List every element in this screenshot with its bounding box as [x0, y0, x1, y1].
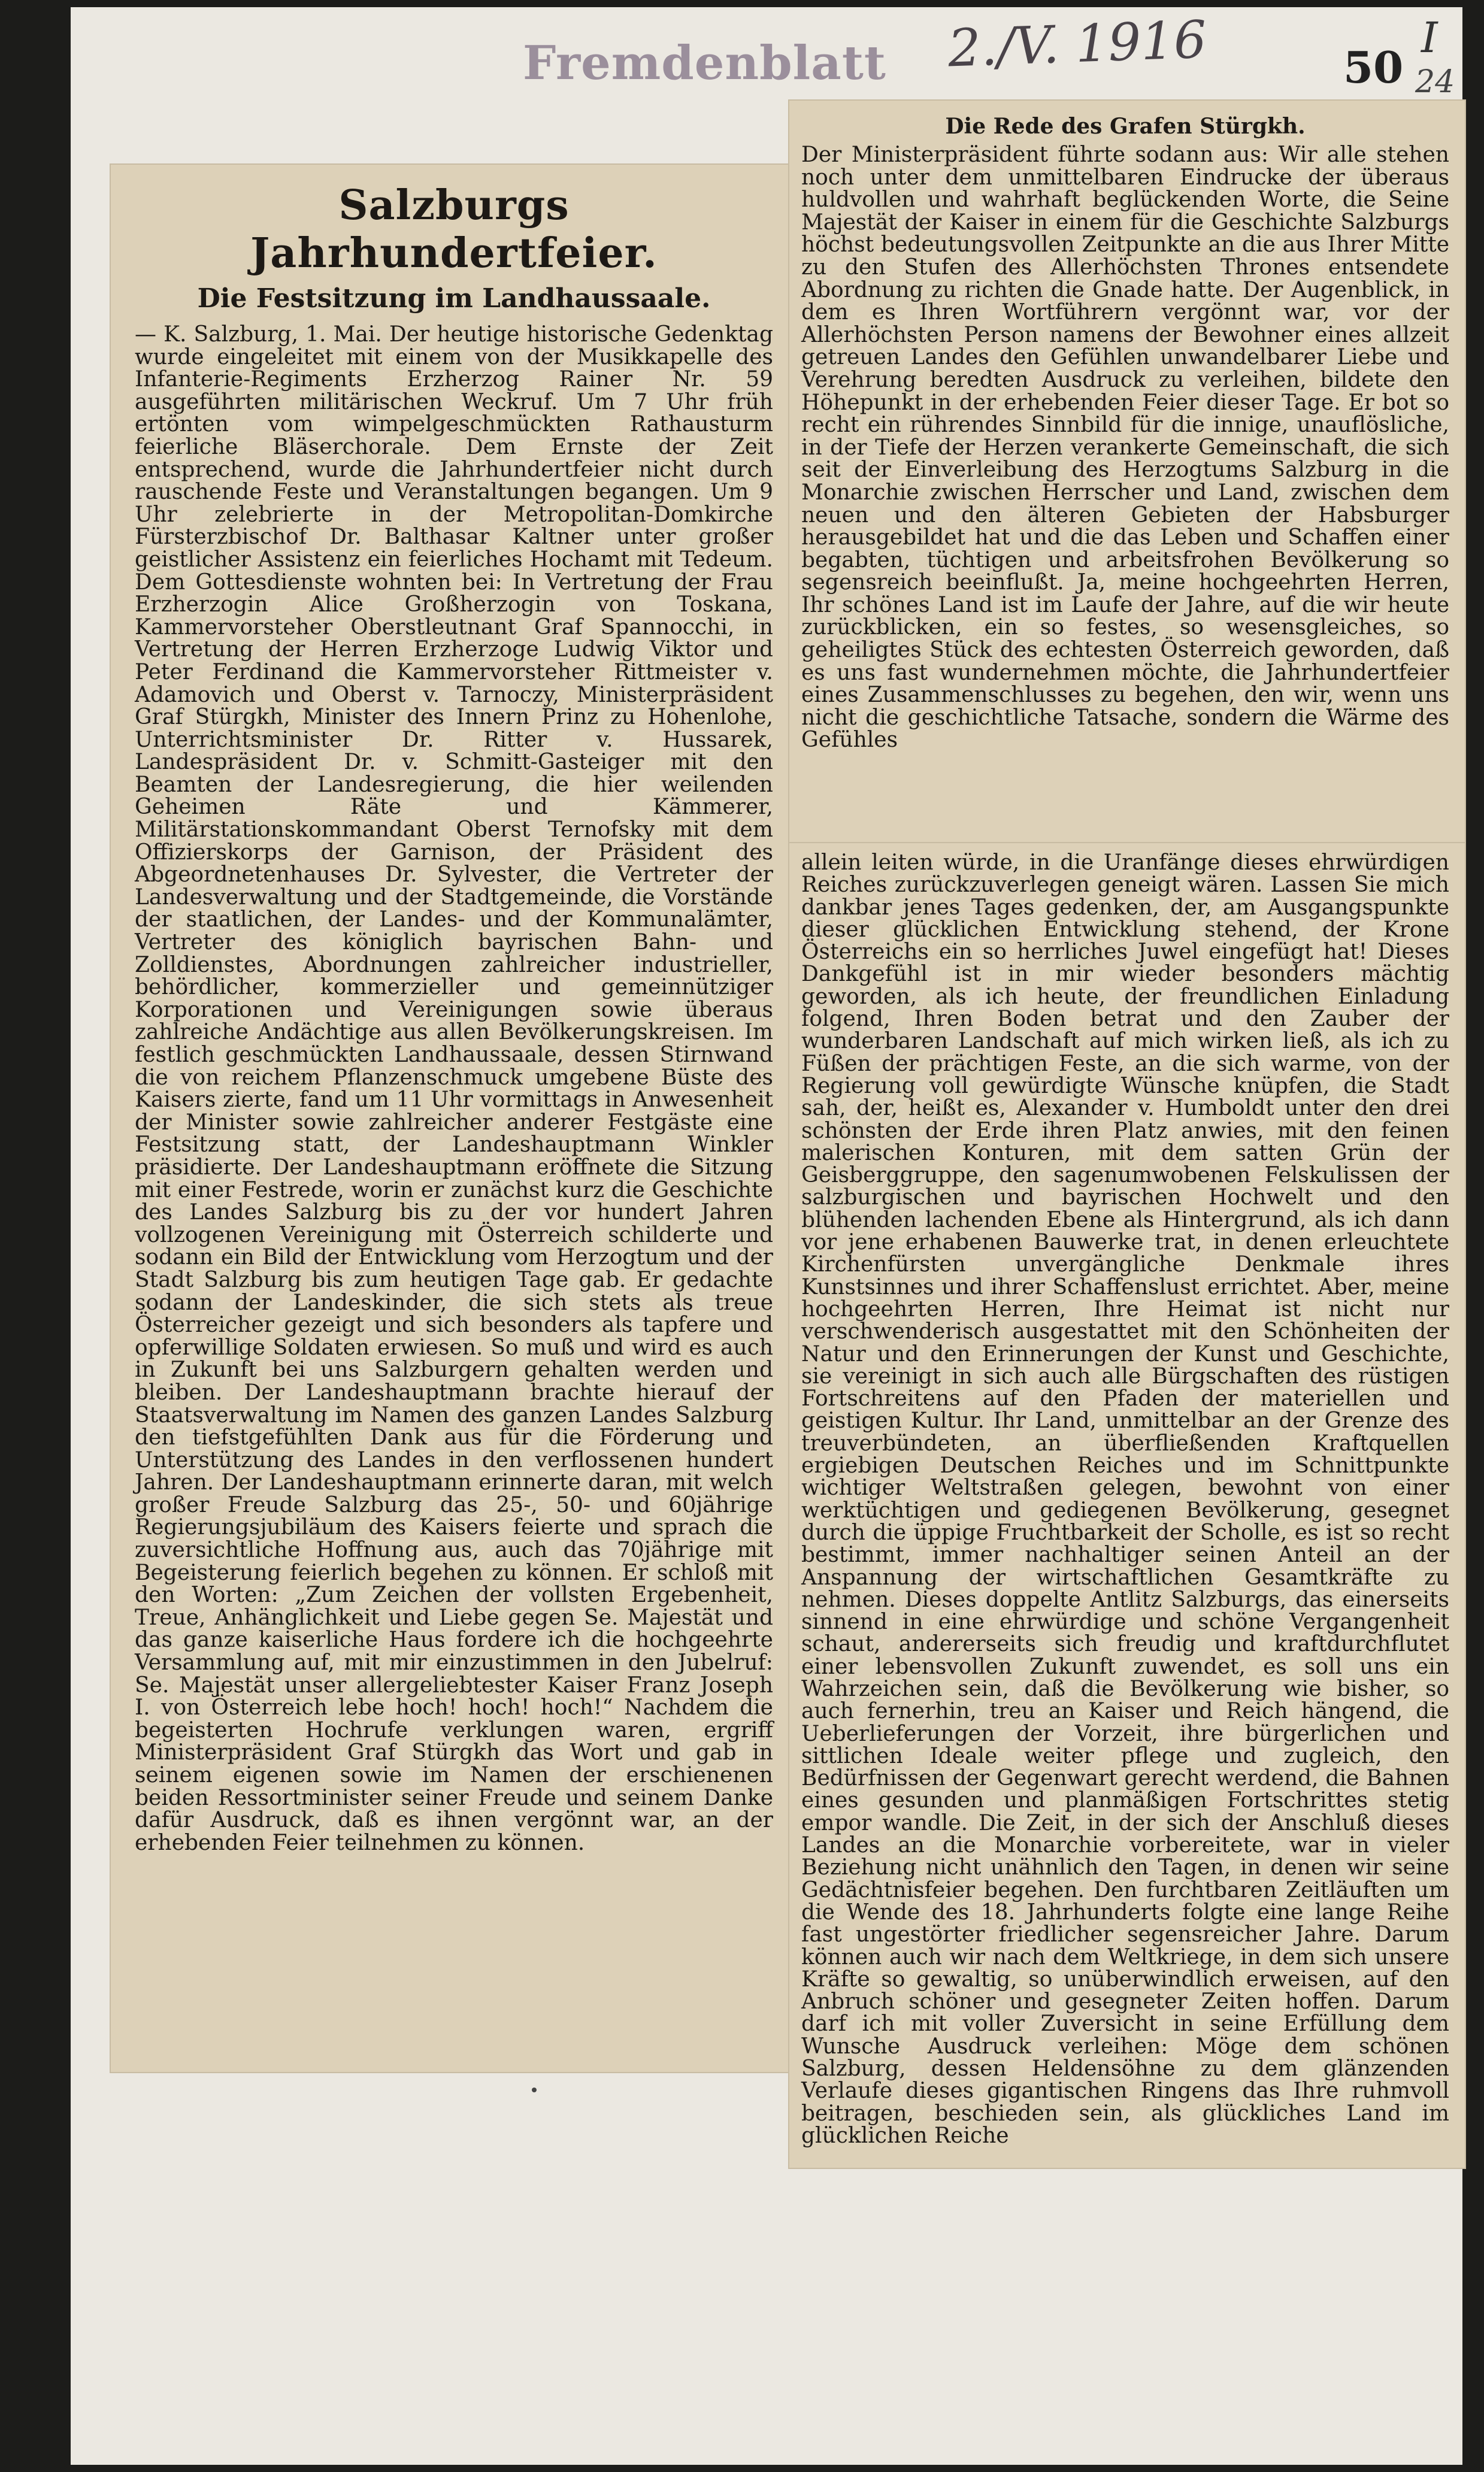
- article-body-left: — K. Salzburg, 1. Mai. Der heutige historische Gedenktag wurde eingeleitet mit einem von der Musikkapelle des Infanterie-Regiments Erzherzog Rainer Nr. 59 ausgeführten militärischen Weckruf. Um 7 Uhr früh ertönten vom wimpelgeschmückten Rathausturm feierliche Bläserchorale. Dem Ernste der Zeit entsprechend, wurde die Jahrhundertfeier nicht durch rauschende Feste und Veranstaltungen begangen. Um 9 Uhr zelebrierte in der Metropolitan-Domkirche Fürsterzbischof Dr. Balthasar Kaltner unter großer geistlicher Assistenz ein feierliches Hochamt mit Tedeum. Dem Gottesdienste wohnten bei: In Vertretung der Frau Erzherzogin Alice Großherzogin von Toskana, Kammervorsteher Oberstleutnant Graf Spannocchi, in Vertretung der Herren Erzherzoge Ludwig Viktor und Peter Ferdinand die Kammervorsteher Rittmeister v. Adamovich und Oberst v. Tarnoczy, Ministerpräsident Graf Stürgkh, Minister des Innern Prinz zu Hohenlohe, Unterrichtsminister Dr. Ritter v. Hussarek, Landespräsident Dr. v. Schmitt-Gasteiger mit den Beamten der Landesregierung, die hier weilenden Geheimen Räte und Kämmerer, Militärstationskommandant Oberst Ternofsky mit dem Offizierskorps der Garnison, der Präsident des Abgeordnetenhauses Dr. Sylvester, die Vertreter der Landesverwaltung und der Stadtgemeinde, die Vorstände der staatlichen, der Landes- und der Kommunalämter, Vertreter des königlich bayrischen Bahn- und Zolldienstes, Abordnungen zahlreicher industrieller, behördlicher, kommerzieller und gemeinnütziger Korporationen und Vereinigungen sowie überaus zahlreiche Andächtige aus allen Bevölkerungskreisen. Im festlich geschmückten Landhaussaale, dessen Stirnwand die von reichem Pflanzenschmuck umgebene Büste des Kaisers zierte, fand um 11 Uhr vormittags in Anwesenheit der Minister sowie zahlreicher anderer Festgäste eine Festsitzung statt, der Landeshauptmann Winkler präsidierte. Der Landeshauptmann eröffnete die Sitzung mit einer Festrede, worin er zunächst kurz die Geschichte des Landes Salzburg bis zu der vor hundert Jahren vollzogenen Vereinigung mit Österreich schilderte und sodann ein Bild der Entwicklung vom Herzogtum und der Stadt Salzburg bis zum heutigen Tage gab. Er gedachte sodann der Landeskinder, die sich stets als treue Österreicher gezeigt und sich besonders als tapfere und opferwillige Soldaten erwiesen. So muß und wird es auch in Zukunft bei uns Salzburgern gehalten werden und bleiben. Der Landeshauptmann brachte hierauf der Staatsverwaltung im Namen des ganzen Landes Salzburg den tiefstgefühlten Dank aus für die Förderung und Unterstützung des Landes in den verflossenen hundert Jahren. Der Landeshauptmann erinnerte daran, mit welch großer Freude Salzburg das 25-, 50- und 60jährige Regierungsjubiläum des Kaisers feierte und sprach die zuversichtliche Hoffnung aus, auch das 70jährige mit Begeisterung feierlich begehen zu können. Er schloß mit den Worten: „Zum Zeichen der vollsten Ergebenheit, Treue, Anhänglichkeit und Liebe gegen Se. Majestät und das ganze kaiserliche Haus fordere ich die hochgeehrte Versammlung auf, mit mir einzustimmen in den Jubelruf: Se. Majestät unser allergeliebtester Kaiser Franz Joseph I. von Österreich lebe hoch! hoch! hoch!“ Nachdem die begeisterten Hochrufe verklungen waren, ergriff Ministerpräsident Graf Stürgkh das Wort und gab in seinem eigenen sowie im Namen der erschienenen beiden Ressortminister seiner Freude und seinem Danke dafür Ausdruck, daß es ihnen vergönnt war, an der erhebenden Feier teilnehmen zu können.: [135, 322, 773, 1855]
- clipping-column-left: [111, 165, 794, 2072]
- article-headline: Salzburgs Jahrhundertfeier.: [250, 181, 658, 277]
- newspaper-stamp: Fremdenblatt: [523, 36, 886, 90]
- speech-body-top: Der Ministerpräsident führte sodann aus: Wir alle stehen noch unter dem unmittelbaren Eindrucke der überaus huldvollen und wahrhaft beglückenden Worte, die Seine Majestät der Kaiser in einem für die Geschichte Salzburgs höchst bedeutungsvollen Zeitpunkte an die aus Ihrer Mitte zu den Stufen des Allerhöchsten Thrones entsendete Abordnung zu richten die Gnade hatte. Der Augenblick, in dem es Ihren Wortführern vergönnt war, vor der Allerhöchsten Person namens der Bewohner eines allzeit getreuen Landes den Gefühlen unwandelbarer Liebe und Verehrung beredten Ausdruck zu verleihen, bildete den Höhepunkt in der erhebenden Feier dieser Tage. Er bot so recht ein rührendes Sinnbild für die innige, unauflösliche, in der Tiefe der Herzen verankerte Gemeinschaft, die sich seit der Einverleibung des Herzogtums Salzburg in die Monarchie zwischen Herrscher und Land, zwischen dem neuen und den älteren Gebieten der Habsburger herausgebildet hat und die das Leben und Schaffen einer begabten, tüchtigen und arbeitsfrohen Bevölkerung so segensreich beeinflußt. Ja, meine hochgeehrten Herren, Ihr schönes Land ist im Laufe der Jahre, auf die wir heute zurückblicken, ein so festes, so wesensgleiches, so geheiligtes Stück des echtesten Österreich geworden, daß es uns fast wundernehmen möchte, die Jahrhundertfeier eines Zusammenschlusses zu begehen, den wir, wenn uns nicht die geschichtliche Tatsache, sondern die Wärme des Gefühles: [801, 143, 1449, 753]
- archive-number: I: [1421, 13, 1438, 62]
- page-number: 50: [1343, 42, 1404, 93]
- end-mark: [532, 2088, 537, 2092]
- speech-heading: Die Rede des Grafen Stürgkh.: [945, 114, 1306, 139]
- article-subheadline: Die Festsitzung im Landhaussaale.: [197, 283, 711, 314]
- speech-body-bottom: allein leiten würde, in die Uranfänge dieses ehrwürdigen Reiches zurückzuverlegen geneigt wären. Lassen Sie mich dankbar jenes Tages gedenken, der, am Ausgangspunkte dieser glücklichen Entwicklung stehend, der Krone Österreichs ein so herrliches Juwel eingefügt hat! Dieses Dankgefühl ist in mir wieder besonders mächtig geworden, als ich heute, der freundlichen Einladung folgend, Ihren Boden betrat und den Zauber der wunderbaren Landschaft auf mich wirken ließ, als ich zu Füßen der prächtigen Feste, an die sich warme, von der Regierung voll gewürdigte Wünsche knüpfen, die Stadt sah, der, heißt es, Alexander v. Humboldt unter den drei schönsten der Erde ihren Platz anwies, mit den feinen malerischen Konturen, mit dem satten Grün der Geisberggruppe, den sagenumwobenen Felskulissen der salzburgischen und bayrischen Hochwelt und den blühenden lachenden Ebene als Hintergrund, als ich dann vor jene erhabenen Bauwerke trat, in denen erleuchtete Kirchenfürsten unvergängliche Denkmale ihres Kunstsinnes und ihrer Schaffenslust errichtet. Aber, meine hochgeehrten Herren, Ihre Heimat ist nicht nur verschwenderisch ausgestattet mit den Schönheiten der Natur und den Erinnerungen der Kunst und Geschichte, sie vereinigt in sich auch alle Bürgschaften des rüstigen Fortschreitens auf den Pfaden der materiellen und geistigen Kultur. Ihr Land, unmittelbar an der Grenze des treuverbündeten, an überfließenden Kraftquellen ergiebigen Deutschen Reiches und im Schnittpunkte wichtiger Weltstraßen gelegen, bewohnt von einer werktüchtigen und gediegenen Bevölkerung, gesegnet durch die üppige Fruchtbarkeit der Scholle, es ist so recht bestimmt, immer nachhaltiger seinen Anteil an der Anspannung der wirtschaftlichen Gesamtkräfte zu nehmen. Dieses doppelte Antlitz Salzburgs, das einerseits sinnend in eine ehrwürdige und schöne Vergangenheit schaut, andererseits sich freudig und kraftdurchflutet einer lebensvollen Zukunft zuwendet, es soll uns ein Wahrzeichen sein, daß die Bevölkerung wie bisher, so auch fernerhin, treu an Kaiser und Reich hängend, die Ueberlieferungen der Vorzeit, ihre bürgerlichen und sittlichen Ideale weiter pflege und zugleich, den Bedürfnissen der Gegenwart gerecht werdend, die Bahnen eines gesunden und planmäßigen Fortschrittes stetig empor wandle. Die Zeit, in der sich der Anschluß dieses Landes an die Monarchie vorbereitete, war in vieler Beziehung nicht unähnlich den Tagen, in denen wir seine Gedächtnisfeier begehen. Den furchtbaren Zeitläuften um die Wende des 18. Jahrhunderts folgte eine lange Reihe fast ungestörter friedlicher segensreicher Jahre. Darum können auch wir nach dem Weltkriege, in dem sich unsere Kräfte so gewaltig, so unüberwindlich erweisen, auf den Anbruch schöner und gesegneter Zeiten hoffen. Darum darf ich mit voller Zuversicht in seine Erfüllung dem Wunsche Ausdruck verleihen: Möge dem schönen Salzburg, dessen Heldensöhne zu dem glänzenden Verlaufe dieses gigantischen Ringens das Ihre ruhmvoll beitragen, beschieden sein, als glückliches Land im glücklichen Reiche: [801, 850, 1449, 2148]
- clipping-column-right-bottom: [789, 843, 1465, 2168]
- clipping-column-right-top: [789, 101, 1465, 843]
- archive-subnumber: 24: [1415, 64, 1455, 100]
- handwritten-date: 2./V. 1916: [947, 10, 1208, 79]
